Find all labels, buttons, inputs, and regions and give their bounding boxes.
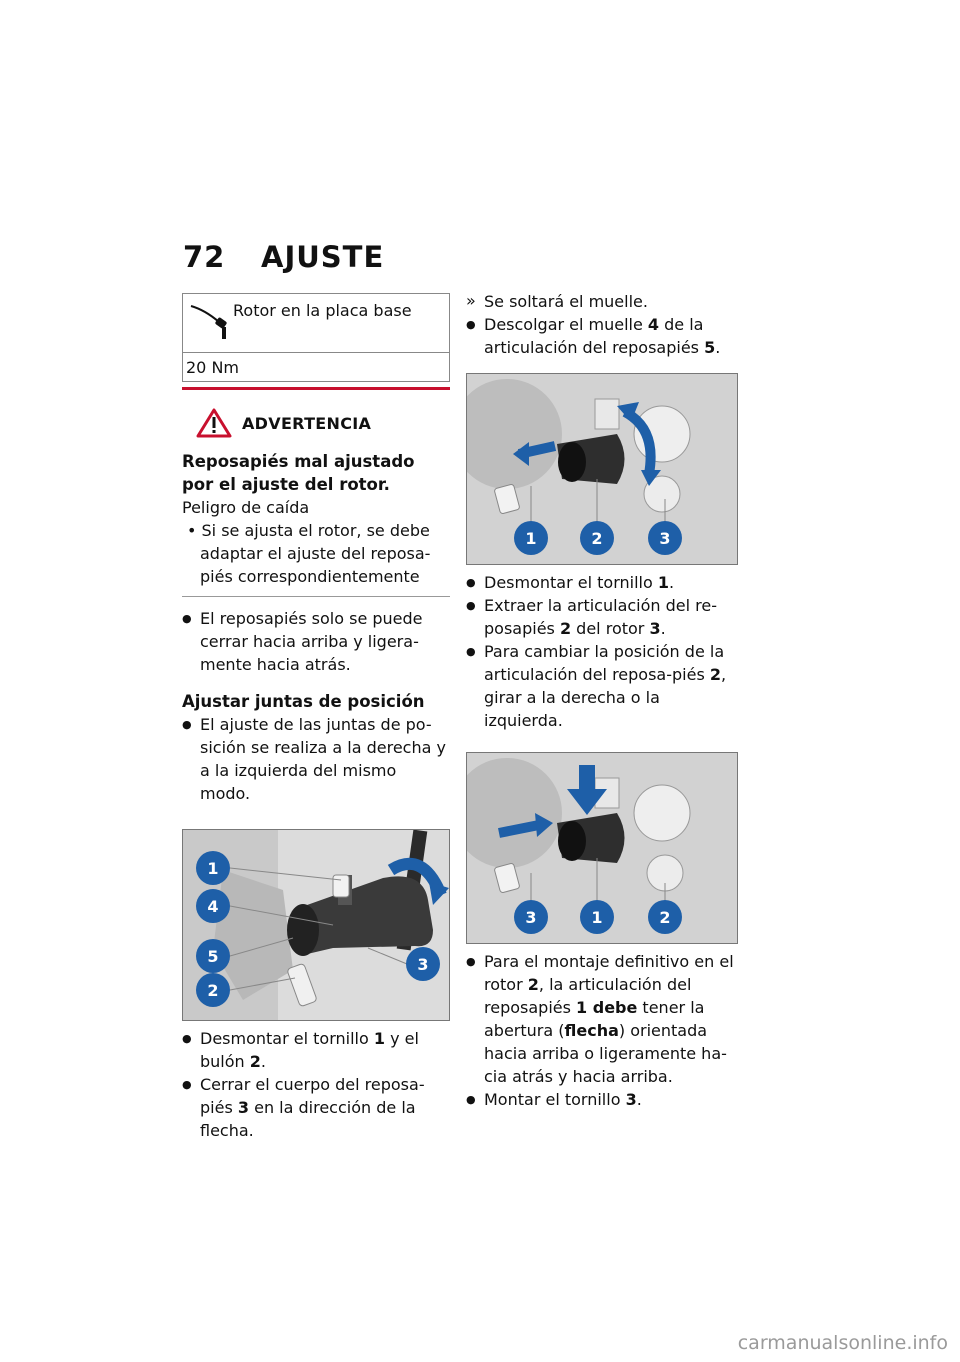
section-title: AJUSTE xyxy=(261,240,385,274)
ref-flecha: flecha xyxy=(564,1021,619,1040)
warning-header xyxy=(182,408,450,438)
step-joint-adjust: ● El ajuste de las juntas de po-sición se realiza a la derecha y a la izquierda del mismo modo. xyxy=(182,713,450,805)
figure1-label-5: 5 xyxy=(207,947,219,966)
torque-wrench-icon xyxy=(189,300,231,340)
ref-2: 2 xyxy=(527,975,539,994)
step-reposapies-close: ● El reposapiés solo se puede cerrar hacia arriba y ligera-mente hacia atrás. xyxy=(182,607,450,676)
text: . xyxy=(260,1052,266,1071)
text: . xyxy=(668,573,675,592)
text: en la dirección de la flecha. xyxy=(200,1098,416,1140)
joint-installation-illustration xyxy=(467,753,738,943)
text: tener la abertura ( xyxy=(484,998,705,1040)
ref-2: 2 xyxy=(709,665,722,684)
right-column xyxy=(466,290,738,1111)
joint-removal-illustration xyxy=(467,374,738,564)
figure1-label-3: 3 xyxy=(417,955,429,974)
warning-divider xyxy=(182,387,450,390)
text: . xyxy=(636,1090,642,1109)
text: , la articulación del reposapiés xyxy=(484,975,692,1017)
ref-1-debe: 1 debe xyxy=(576,998,638,1017)
figure-joint-installation xyxy=(466,752,738,944)
text: del rotor xyxy=(571,619,650,638)
torque-label: Rotor en la placa base xyxy=(233,301,412,320)
ref-1: 1 xyxy=(373,1029,385,1048)
text: Descolgar el muelle xyxy=(484,315,648,334)
page-number: 72 xyxy=(183,240,226,274)
warning-measure: • Si se ajusta el rotor, se debe adaptar el ajuste del reposa-piés correspondientemente xyxy=(187,521,431,586)
text: ) orientada hacia arriba o ligeramente ha-cia atrás y hacia arriba. xyxy=(484,1021,727,1086)
text: Extraer la articulación del re-posapiés xyxy=(484,596,717,638)
ref-4: 4 xyxy=(647,315,660,334)
warning-heading: ADVERTENCIA xyxy=(242,413,372,433)
ref-1: 1 xyxy=(657,573,669,592)
figure1-label-4: 4 xyxy=(207,897,219,916)
ref-2: 2 xyxy=(559,619,572,638)
left-column xyxy=(182,293,450,1142)
footrest-assembly-illustration xyxy=(183,830,450,1020)
figure2-label-1: 1 xyxy=(525,529,537,548)
figure3-label-3: 3 xyxy=(525,908,537,927)
page-header xyxy=(183,240,384,274)
text: Desmontar el tornillo xyxy=(200,1029,374,1048)
step-close-body xyxy=(182,1073,450,1142)
text: Cerrar el cuerpo del reposa-piés xyxy=(200,1075,425,1117)
subheading-adjust-joints: Ajustar juntas de posición xyxy=(182,692,425,711)
text: Para el montaje definitivo en el rotor xyxy=(484,952,734,994)
figure3-label-1: 1 xyxy=(591,908,603,927)
ref-3: 3 xyxy=(649,619,661,638)
figure2-label-3: 3 xyxy=(659,529,671,548)
text: . xyxy=(715,338,721,357)
step-remove-screw xyxy=(466,571,738,594)
torque-value: 20 Nm xyxy=(186,358,239,377)
watermark: carmanualsonline.info xyxy=(737,1332,948,1354)
figure2-label-2: 2 xyxy=(591,529,603,548)
text: Para cambiar la posición de la articulación del reposa-piés xyxy=(484,642,725,684)
text: Montar el tornillo xyxy=(484,1090,626,1109)
text: y el bulón xyxy=(200,1029,419,1071)
text: de la articulación del reposapiés xyxy=(484,315,705,357)
warning-box xyxy=(182,408,450,597)
ref-5: 5 xyxy=(704,338,716,357)
step-extract-joint xyxy=(466,594,738,640)
step-install-screw xyxy=(466,1088,738,1111)
step-remove-screw-pin xyxy=(182,1027,450,1073)
figure1-label-1: 1 xyxy=(207,859,219,878)
figure3-label-2: 2 xyxy=(659,908,671,927)
warning-risk: Peligro de caída xyxy=(182,498,310,517)
text: . xyxy=(660,619,666,638)
ref-3: 3 xyxy=(625,1090,637,1109)
torque-table xyxy=(182,293,450,382)
step-final-assembly xyxy=(466,950,738,1088)
step-change-position xyxy=(466,640,738,732)
result-spring-released: » Se soltará el muelle. xyxy=(466,290,738,313)
warning-title: Reposapiés mal ajustado por el ajuste del rotor. xyxy=(182,452,415,494)
text: , girar a la derecha o la izquierda. xyxy=(484,665,727,730)
warning-triangle-icon xyxy=(196,408,232,438)
torque-row-label xyxy=(183,294,449,353)
figure1-label-2: 2 xyxy=(207,981,219,1000)
ref-3: 3 xyxy=(237,1098,250,1117)
figure-footrest-assembly xyxy=(182,829,450,1021)
figure-joint-removal xyxy=(466,373,738,565)
text: Desmontar el tornillo xyxy=(484,573,658,592)
ref-2: 2 xyxy=(249,1052,261,1071)
step-unhook-spring xyxy=(466,313,738,359)
